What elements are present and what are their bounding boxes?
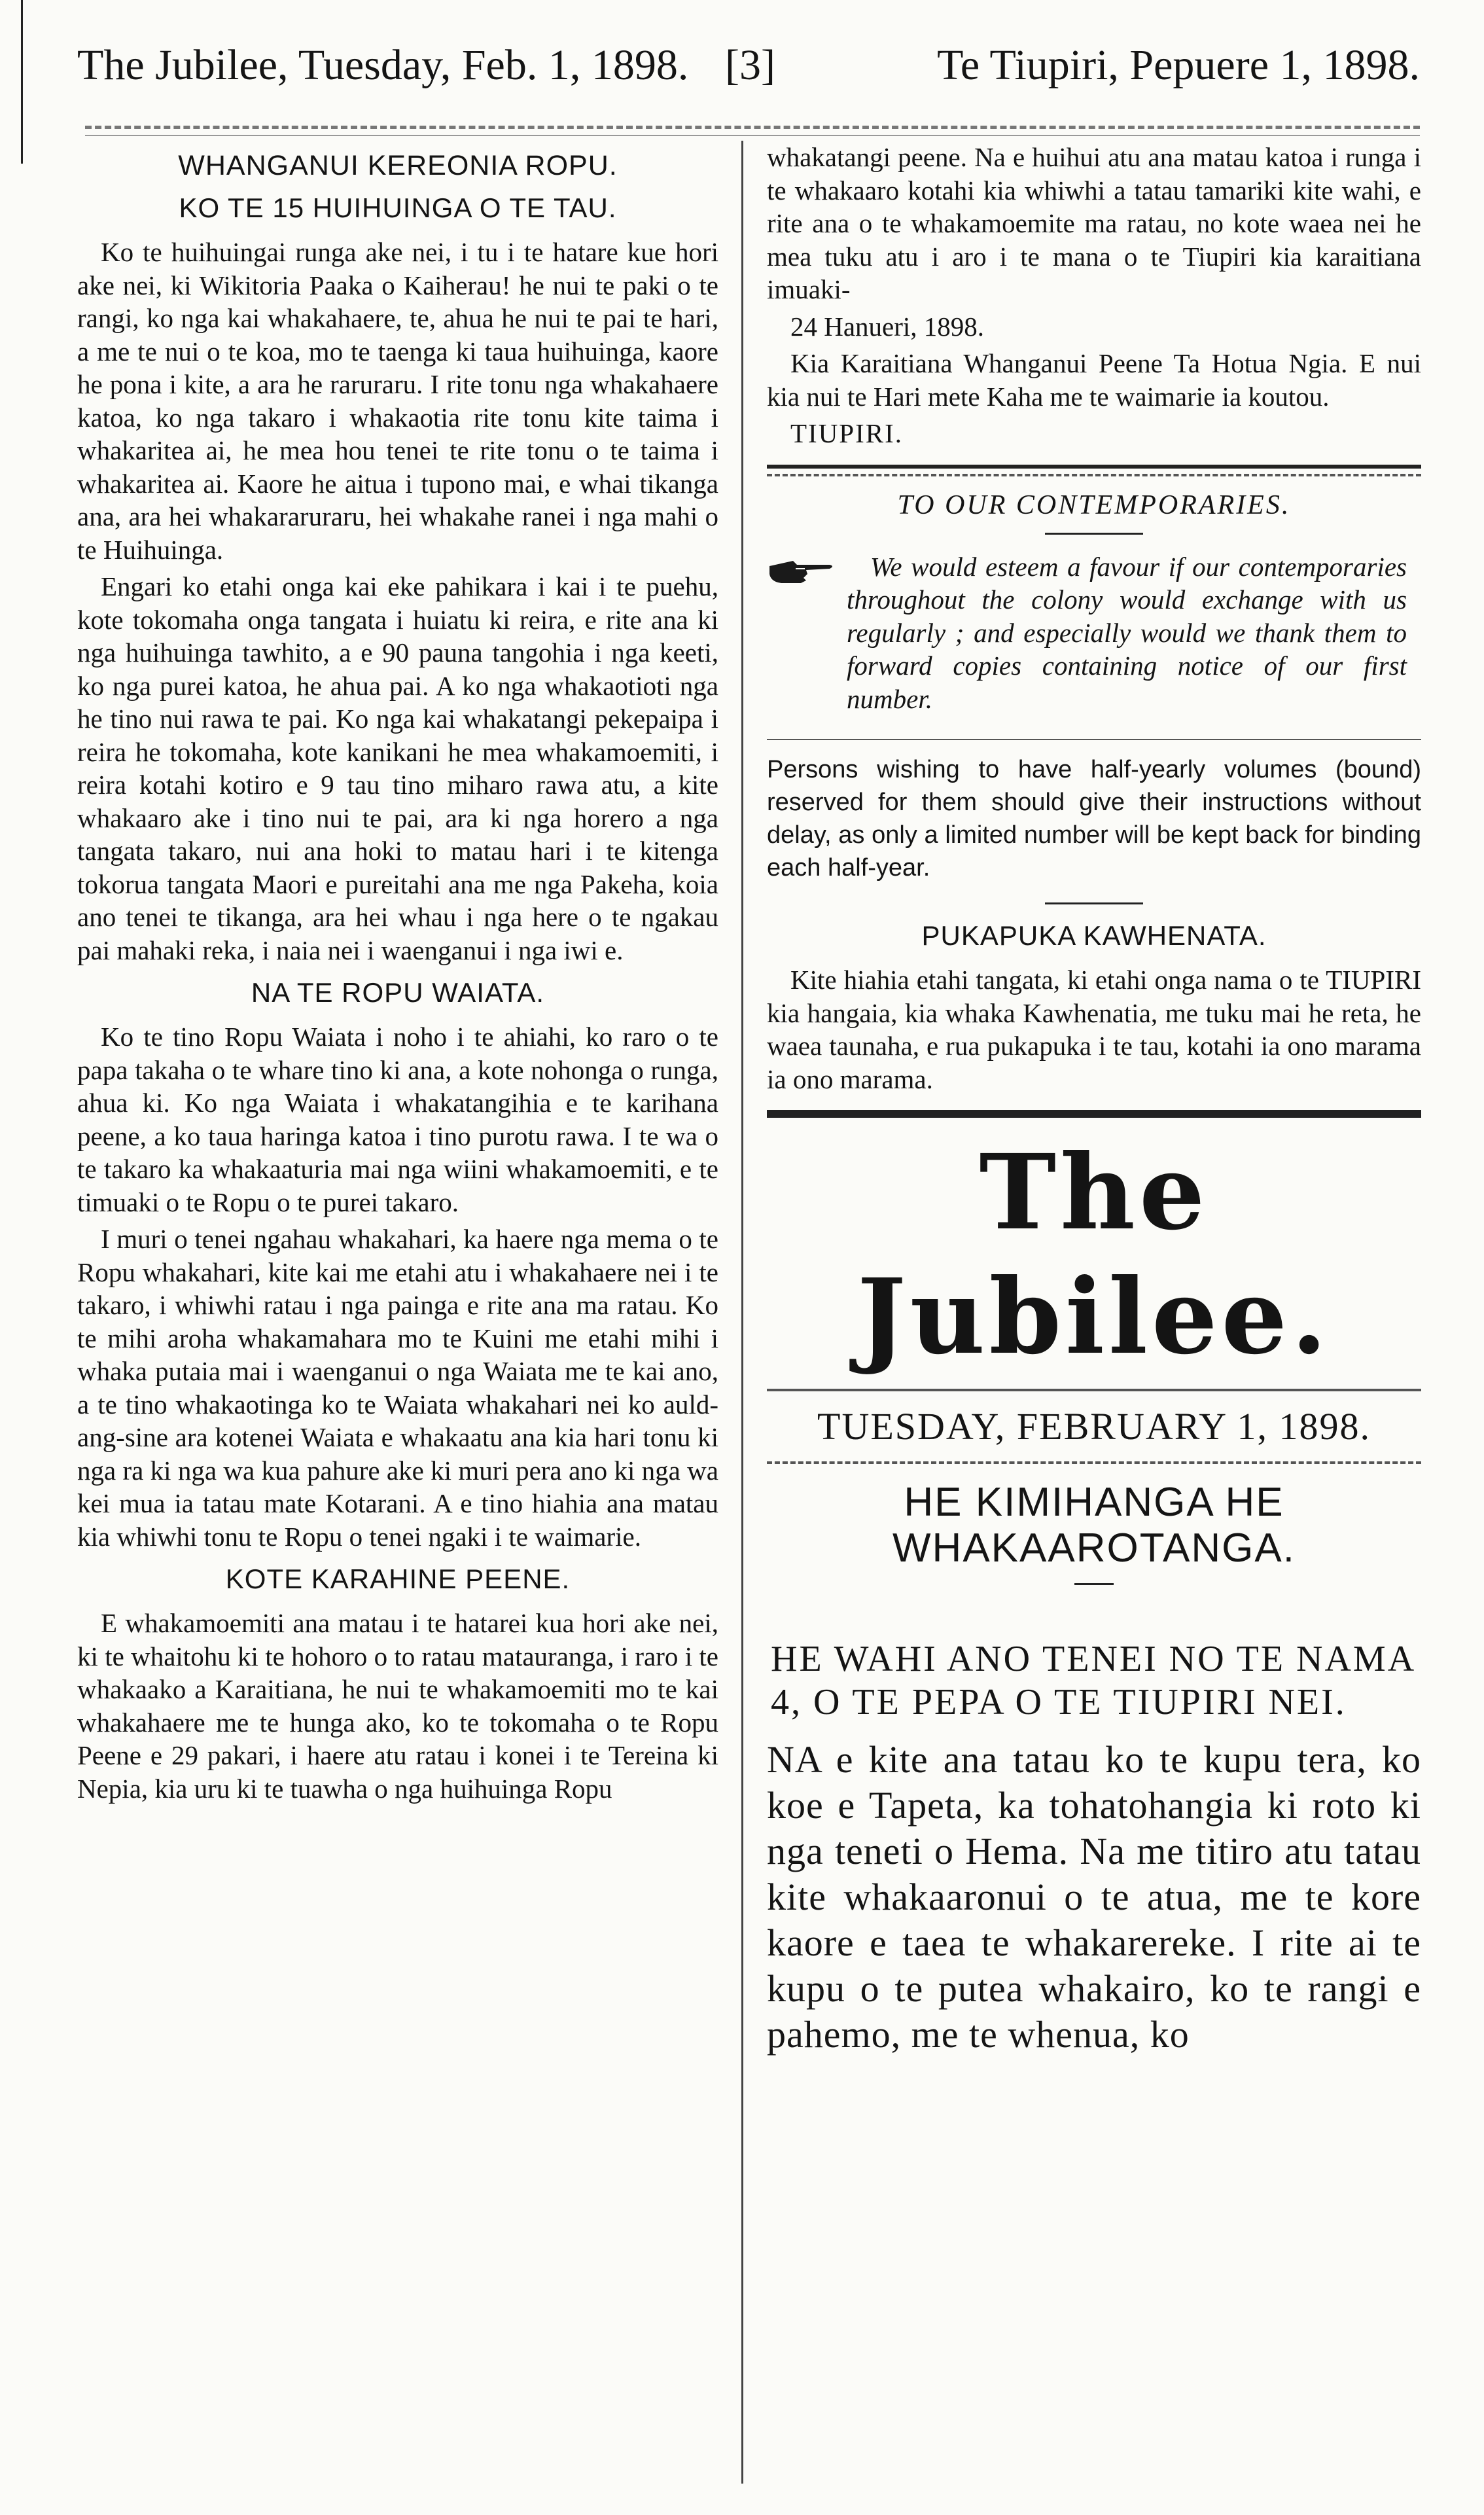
header-right: Te Tiupiri, Pepuere 1, 1898. (937, 41, 1420, 89)
section-rule (767, 465, 1421, 469)
section-rule (767, 739, 1421, 740)
pukapuka-text: Kite hiahia etahi tangata, ki etahi onga nama o te TIUPIRI kia hangaia, kia whaka Kawhenatia, me tuku mai he reta, he waea taunaha, e rua pukapuka i te tau, kotahi ia ono marama ia ono marama. (767, 965, 1421, 1094)
masthead-rule (767, 1110, 1421, 1118)
column-divider (741, 141, 743, 2484)
subtitle-ropu-waiata: NA TE ROPU WAIATA. (251, 977, 545, 1008)
page-number: [3] (725, 41, 775, 89)
masthead-rule-bottom (767, 1389, 1421, 1391)
header-rule-2 (85, 135, 1420, 136)
issue-dateline: TUESDAY, FEBRUARY 1, 1898. (817, 1405, 1371, 1448)
continued-paragraph: whakatangi peene. Na e huihui atu ana matau katoa i runga i te whakaaro kotahi kia whiwhi a tatau tamariki kite wahi, e rite ana o te whakamoemite ma ratau, no kote waea nei he mea tuku atu i aro i te mana o te Tiupiri kia karaitiana imuaki- (767, 142, 1421, 304)
article-subheadline: HE WAHI ANO TENEI NO TE NAMA 4, O TE PEPA O TE TIUPIRI NEI. (771, 1639, 1415, 1722)
signature: TIUPIRI. (790, 418, 904, 448)
right-column (767, 141, 1421, 2061)
paragraph: Engari ko etahi onga kai eke pahikara i kai i te puehu, kote tokomaha onga tangata i huiatu ki reira, e rite ana ki nga huihuinga tawhito, a e 90 pauna tangohia i nga keeti, ko nga purei katoa, he ahua pai. A ko nga whakaotioti nga he tino nui rawa te pai. Ko nga kai whakatangi pekepaipa i reira he tokomaha, kote kanikani he mea whakamoemiti, i reira kotahi kotiro e 9 tau tino miharo rawa atu, a kite whakaaro ake i tino nui te pai, ara ki nga horero a nga tangata takaro, nui ana hoki to matau hari i te kitenga tokorua tangata Maori e pureitahi ana me nga Pakeha, koia ano tenei te tikanga, ara hei whau i nga here o te ngakau pai mahaki reka, i naia nei i waenganui i nga iwi e. (77, 571, 718, 965)
paragraph: E whakamoemiti ana matau i te hatarei kua hori ake nei, ki te whaitohu ki te hohoro o to ratau matauranga, i raro i te whakaako a Karaitiana, he nui te whakamoemiti mo te kai whakahaere me te hunga ako, ko te tokomaha o te Ropu Peene e 29 pakari, i haere atu ratau i konei i te Tereina ki Nepia, kia uru ki te tuawha o nga huihuinga Ropu (77, 1608, 718, 1804)
pukapuka-title: PUKAPUKA KAWHENATA. (921, 920, 1267, 951)
dateline-rule (767, 1461, 1421, 1464)
subtitle-huihuinga: KO TE 15 HUIHUINGA O TE TAU. (179, 192, 617, 223)
letter-date: 24 Hanueri, 1898. (790, 311, 985, 342)
binding-notice: Persons wishing to have half-yearly volumes (bound) reserved for them should give their instructions without delay, as only a limited number will be kept back for binding each half-year. (767, 756, 1421, 882)
short-rule (1074, 1583, 1114, 1585)
section-rule-dashed (767, 474, 1421, 476)
contemporaries-notice (767, 550, 1421, 720)
article-headline: HE KIMIHANGA HE WHAKAAROTANGA. (892, 1480, 1296, 1571)
header-left: The Jubilee, Tuesday, Feb. 1, 1898. (77, 41, 689, 89)
contemporaries-title: TO OUR CONTEMPORARIES. (897, 490, 1291, 520)
paragraph: Ko te huihuingai runga ake nei, i tu i te hatare kue hori ake nei, ki Wikitoria Paaka o Kaiherau! he nui te paki o te rangi, ko nga kai whakahaere, te, ahua he nui te pai te hari, a me te nui o te koa, mo te taenga ki taua huihuinga, kaore he pona i kite, a ara he raruraru. I rite tonu nga whakahaere katoa, ko nga takaro i whakaotia rite tonu kite taima i whakaritea ai, he mea hou tenei te rite tonu o te taima i whakaritea ai. Kaore he aitua i tupono mai, e whai tikanga ana, ara hei whakararuraru, hei whakahe ranei i nga mahi o te Huihuinga. (77, 237, 718, 565)
page-header (0, 41, 1484, 113)
left-column (77, 141, 718, 1809)
masthead-title: The Jubilee. (857, 1132, 1332, 1378)
short-rule (1045, 902, 1143, 904)
blessing-paragraph: Kia Karaitiana Whanganui Peene Ta Hotua Ngia. E nui kia nui te Hari mete Kaha me te waimarie ia koutou. (767, 348, 1421, 412)
paragraph: Ko te tino Ropu Waiata i noho i te ahiahi, ko raro o te papa takaha o te whare tino ki ana, a kote nohonga o runga, ahua ki. Ko nga Waiata i whakatangihia e te karihana peene, a ko taua haringa katoa i tino purotu rawa. I te wa o te takaro ka whakaaturia mai nga wiini whakamoemiti, e te timuaki o te Ropu o te purei takaro. (77, 1022, 718, 1217)
section-title: WHANGANUI KEREONIA ROPU. (178, 150, 618, 181)
subtitle-karahine-peene: KOTE KARAHINE PEENE. (225, 1563, 571, 1594)
paragraph: I muri o tenei ngahau whakahari, ka haere nga mema o te Ropu whakahari, kite kai me etahi atu i whakahaere nei i te takaro, i whiwhi ratau i nga painga e rite ana ma ratau. Ko te mihi aroha whakamahara mo te Kuini me etahi mihi i whaka putaia mai i waenganui o nga Waiata me te kai ano, a te tino whakaotinga ko te Waiata whakahari nei ko auld-ang-sine ara kotenei Waiata e whakaatu ana kia hari tonu ki nga ra ki nga wa kua pahure ake ki muri pera ano ki nga wa kei mua ia tatau mate Kotarani. A e tino hiahia ana matau kia whiwhi tonu te Ropu o tenei ngaki i te waimarie. (77, 1224, 718, 1552)
contemporaries-text: We would esteem a favour if our contemporaries throughout the colony would exchange with us regularly ; and especially would we thank them to forward copies containing notice of our first number. (847, 551, 1407, 714)
pointing-hand-icon (767, 554, 839, 587)
short-rule (1045, 533, 1143, 535)
article-text: NA e kite ana tatau ko te kupu tera, ko koe e Tapeta, ka tohatohangia ki roto ki nga teneti o Hema. Na me titiro atu tatau kite whakaaronui o te atua, me te kore kaore e taea te whakarereke. I rite ai te kupu o te putea whakairo, ko te rangi e pahemo, me te whenua, ko (767, 1738, 1421, 2056)
header-rule (85, 126, 1420, 129)
